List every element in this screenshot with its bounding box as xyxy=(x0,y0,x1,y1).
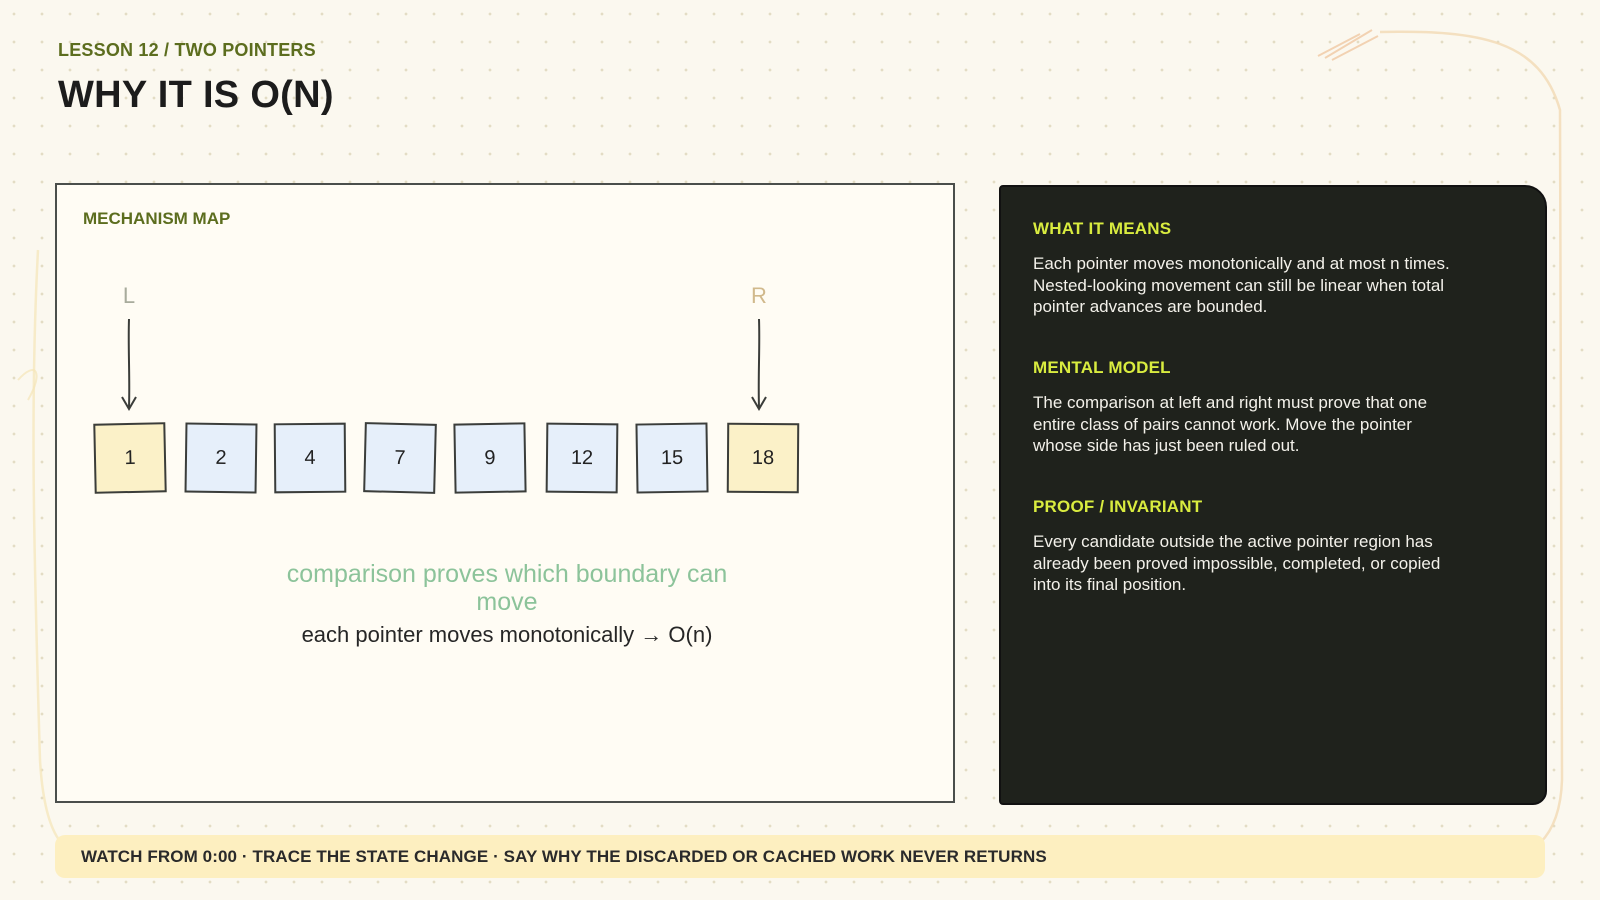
section-mental-model xyxy=(1033,358,1453,457)
instruction-footer xyxy=(55,835,1545,878)
section-what-it-means xyxy=(1033,219,1453,318)
array-cell: 9 xyxy=(453,422,526,493)
array-cell: 12 xyxy=(546,423,619,494)
array-cell: 15 xyxy=(635,422,708,493)
section-heading: WHAT IT MEANS xyxy=(1033,219,1172,238)
array-cell: 2 xyxy=(185,423,258,494)
section-body: Each pointer moves monotonically and at most n times. Nested-looking movement can still be linear when total pointer advances are bounded. xyxy=(1033,254,1450,316)
array-cell: 18 xyxy=(727,423,799,494)
section-heading: PROOF / INVARIANT xyxy=(1033,497,1203,516)
footer-text: WATCH FROM 0:00 · TRACE THE STATE CHANGE · SAY WHY THE DISCARDED OR CACHED WORK NEVER RETURNS xyxy=(81,846,1047,866)
page-title: WHY IT IS O(N) xyxy=(58,74,334,116)
mechanism-map-title: MECHANISM MAP xyxy=(83,209,231,228)
explanation-panel xyxy=(999,185,1547,805)
complexity-note: each pointer moves monotonically → O(n) xyxy=(301,622,713,647)
right-pointer-arrow xyxy=(747,317,771,413)
lesson-kicker: LESSON 12 / TWO POINTERS xyxy=(58,40,316,60)
left-pointer-arrow xyxy=(117,317,141,413)
array-cell: 7 xyxy=(363,422,437,494)
mechanism-map-panel xyxy=(55,183,955,803)
section-heading: MENTAL MODEL xyxy=(1033,358,1171,377)
comparison-note: comparison proves which boundary can move xyxy=(286,560,728,616)
section-body: Every candidate outside the active pointer region has already been proved impossible, completed, or copied into its final position. xyxy=(1033,532,1441,594)
section-body: The comparison at left and right must prove that one entire class of pairs cannot work. Move the pointer whose side has just been ruled out. xyxy=(1033,393,1428,455)
section-proof-invariant xyxy=(1033,497,1453,596)
array-cell: 1 xyxy=(93,422,166,493)
array-cell: 4 xyxy=(274,423,347,494)
right-pointer-label: R xyxy=(751,283,767,308)
left-pointer-label: L xyxy=(122,283,136,308)
